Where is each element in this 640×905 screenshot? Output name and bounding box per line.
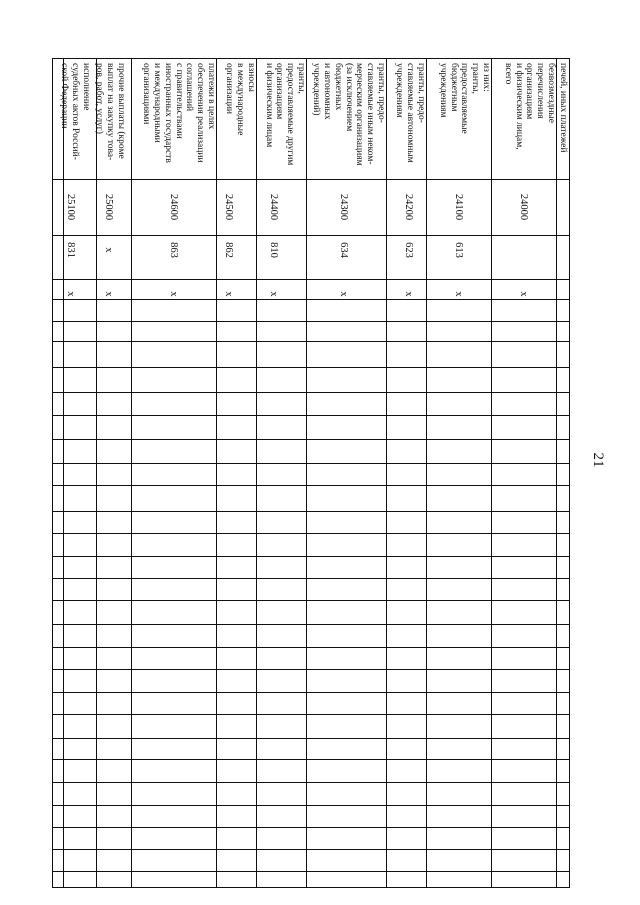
row-divider: [306, 59, 307, 887]
row-mark: x: [103, 291, 114, 297]
column-divider: [53, 533, 569, 534]
column-divider: [53, 511, 569, 512]
column-divider: [53, 759, 569, 760]
row-kvr: x: [103, 247, 114, 253]
row-kvr: 863: [168, 242, 179, 258]
row-mark: x: [338, 291, 349, 297]
column-divider: [53, 647, 569, 648]
column-divider: [53, 669, 569, 670]
row-code: 24600: [168, 193, 179, 221]
column-divider: [53, 738, 569, 739]
column-divider: [53, 600, 569, 601]
column-divider: [53, 827, 569, 828]
row-kvr: 862: [223, 242, 234, 258]
column-divider: [53, 485, 569, 486]
row-code: 24000: [518, 193, 529, 221]
row-mark: x: [453, 291, 464, 297]
row-divider: [131, 59, 132, 887]
row-divider: [386, 59, 387, 887]
row-label: прочие выплаты (кроме выплат на закупку това- ров, работ, услуг): [94, 63, 126, 161]
row-mark: x: [518, 291, 529, 297]
row-label: исполнение судебных актов Россий- ской Федерации: [59, 63, 91, 160]
page-number: 21: [590, 452, 606, 468]
row-label: гранты, предоставляемые другим организациям и физическим лицам: [263, 63, 306, 166]
column-divider: [53, 849, 569, 850]
column-divider: [53, 392, 569, 393]
row-label: взносы в международные организации: [224, 63, 256, 136]
row-code: 24500: [223, 193, 234, 221]
column-divider: [53, 805, 569, 806]
row-code: 24400: [268, 193, 279, 221]
column-divider: [53, 439, 569, 440]
row-label: гранты, предо- ставляемые автономным учреждениям: [394, 63, 426, 163]
row-kvr: [517, 228, 529, 272]
row-kvr: 831: [65, 242, 76, 258]
row-mark: x: [268, 291, 279, 297]
column-divider: [53, 692, 569, 693]
row-divider: [216, 59, 217, 887]
column-divider: [53, 341, 569, 342]
column-divider: [53, 367, 569, 368]
row-divider: [256, 59, 257, 887]
column-divider: [53, 279, 569, 280]
column-divider: [53, 415, 569, 416]
row-label: из них: гранты, предоставляемые бюджетным учреждениям: [437, 63, 491, 134]
row-code: 25000: [103, 193, 114, 221]
column-divider: [53, 235, 569, 236]
row-code: 24100: [453, 193, 464, 221]
row-divider: [96, 59, 97, 887]
row-kvr: 613: [453, 242, 464, 258]
row-code: 24300: [338, 193, 349, 221]
row-label: безвозмездные перечисления организациям и физическим лицам, всего: [502, 63, 556, 150]
row-kvr: 810: [268, 242, 279, 258]
row-mark: x: [223, 291, 234, 297]
row-label: печей, иных платежей: [558, 63, 568, 153]
column-divider: [53, 624, 569, 625]
row-divider: [63, 59, 64, 887]
row-divider: [491, 59, 492, 887]
row-mark: x: [168, 291, 179, 297]
column-divider: [53, 299, 569, 300]
row-kvr: 634: [338, 242, 349, 258]
row-mark: x: [403, 291, 414, 297]
column-divider: [53, 871, 569, 872]
row-divider: [426, 59, 427, 887]
column-divider: [53, 782, 569, 783]
column-divider: [53, 556, 569, 557]
column-divider: [53, 578, 569, 579]
column-divider: [53, 463, 569, 464]
column-divider: [53, 321, 569, 322]
budget-table: [52, 58, 570, 888]
column-divider: [53, 179, 569, 180]
column-divider: [53, 714, 569, 715]
row-kvr: 623: [403, 242, 414, 258]
row-mark: x: [65, 291, 76, 297]
row-label: гранты, предо- ставляемые иным неком- мерческим организациям (за исключением бюджетных и автономных учреждений): [311, 63, 386, 166]
row-divider: [556, 59, 557, 887]
row-label: платежи в целях обеспечения реализации соглашений с правительствами иностранных государств и международными организациями: [141, 63, 216, 163]
row-code: 25100: [65, 193, 76, 221]
row-code: 24200: [403, 193, 414, 221]
